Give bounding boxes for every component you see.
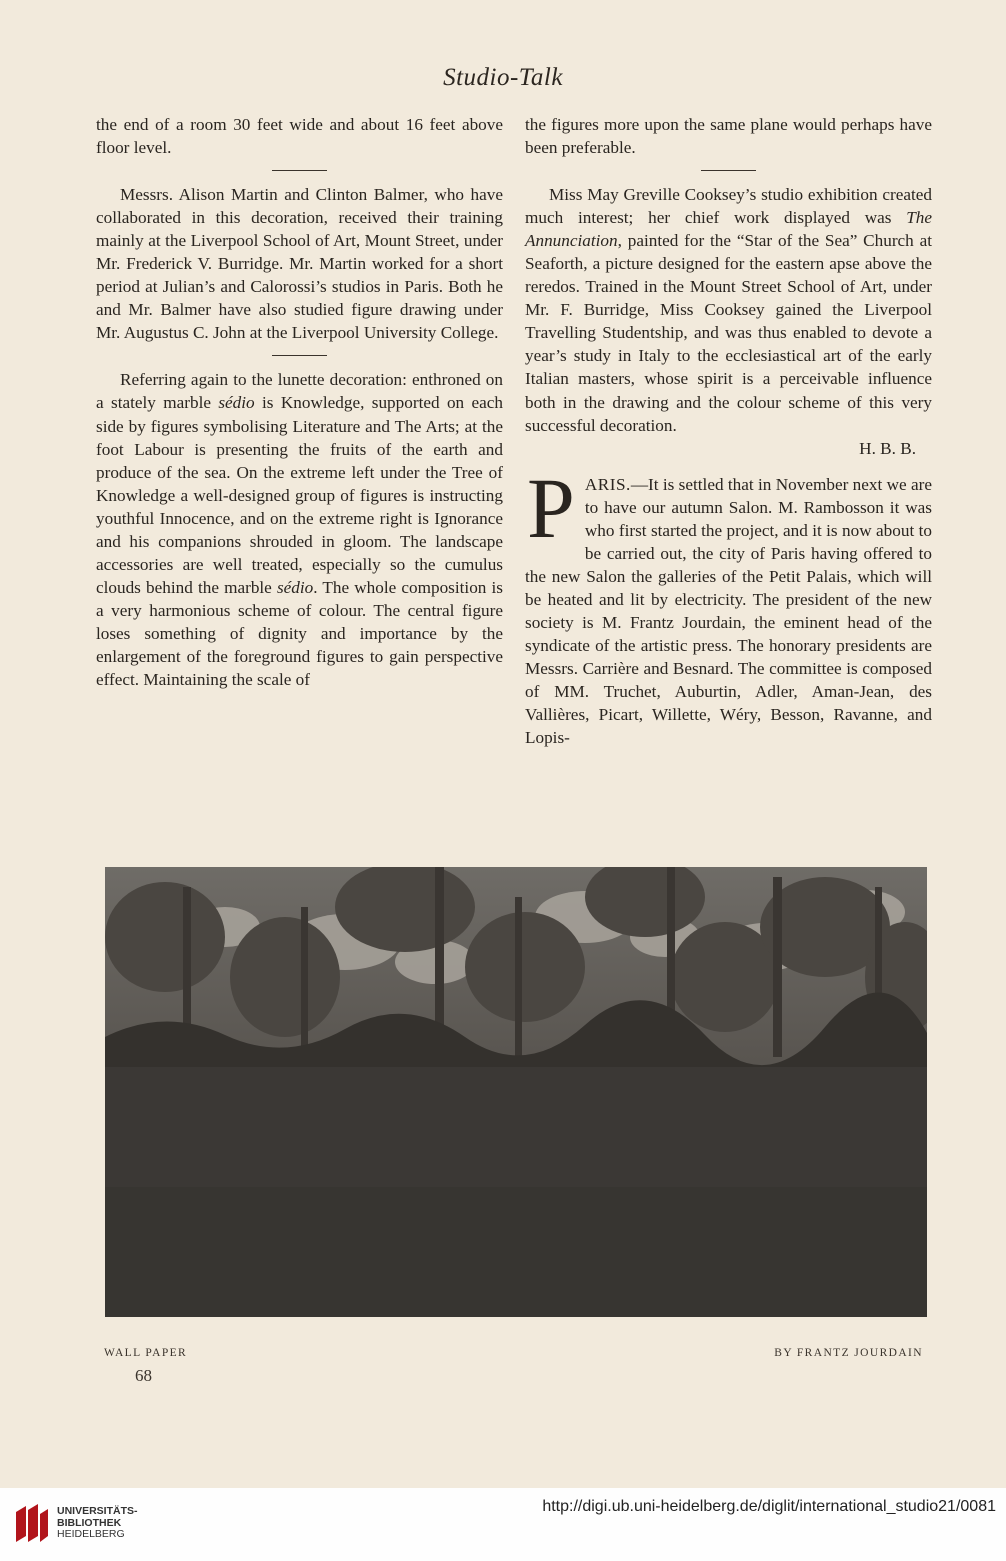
plate-caption-title: WALL PAPER bbox=[104, 1347, 188, 1359]
left-paragraph-1: the end of a room 30 feet wide and about 16 feet above floor level. bbox=[96, 115, 503, 158]
drop-cap: P bbox=[527, 459, 575, 556]
sedio-term: sédio bbox=[218, 393, 255, 413]
plate-caption-artist: BY FRANTZ JOURDAIN bbox=[774, 1347, 923, 1359]
forest-wallpaper-illustration bbox=[105, 867, 927, 1317]
section-rule bbox=[272, 355, 327, 356]
wallpaper-plate-image bbox=[105, 867, 927, 1317]
section-rule bbox=[272, 170, 327, 171]
digital-library-footer bbox=[0, 1488, 1006, 1561]
artwork-title: The Annunciation bbox=[525, 208, 932, 251]
library-logo-icon[interactable] bbox=[12, 1502, 50, 1546]
left-paragraph-2: Messrs. Alison Martin and Clinton Balmer, who have collaborated in this decoration, received their training mainly at the Liverpool School of Art, Mount Street, under Mr. Frederick V. Burridge. Mr. Martin worked for a short period at Julian’s and Calorossi’s studios in Paris. Both he and Mr. Balmer have also studied figure drawing under Mr. Augustus C. John at the Liverpool University College. bbox=[96, 185, 503, 343]
right-paragraph-1: the figures more upon the same plane would perhaps have been preferable. bbox=[525, 115, 932, 158]
right-column bbox=[525, 113, 932, 749]
left-paragraph-3: Referring again to the lunette decoration: enthroned on a stately marble sédio is Knowledge, supported on each side by figures symbolising Literature and The Arts; at the foot Labour is presenting the fruits of the earth and produce of the sea. On the extreme left under the Tree of Knowledge a well-designed group of figures is instructing youthful Innocence, and on the extreme right is Ignorance and his companions shrouded in gloom. The landscape accessories are well treated, especially so the cumulus clouds behind the marble sédio. The whole composition is a very harmonious scheme of colour. The central figure loses something of dignity and importance by the enlargement of the foreground figures to gain perspective effect. Maintaining the scale of bbox=[96, 370, 503, 690]
sedio-term: sédio bbox=[276, 577, 314, 597]
page-number: 68 bbox=[135, 1366, 152, 1385]
lead-word: ARIS. bbox=[584, 474, 631, 494]
right-paragraph-2: Miss May Greville Cooksey’s studio exhibition created much interest; her chief work displayed was The Annunciation, painted for the “Star of the Sea” Church at Seaforth, a picture designed for the eastern apse above the reredos. Trained in the Mount Street School of Art, under Mr. F. Burridge, Miss Cooksey gained the Liverpool Travelling Studentship, and was thus enabled to devote a year’s study in Italy to the ecclesiastical art of the early Italian masters, whose spirit is a perceivable influence both in the drawing and the colour scheme of this very successful decoration. bbox=[525, 185, 932, 435]
author-signature: H. B. B. bbox=[859, 438, 916, 458]
source-url-link[interactable]: http://digi.ub.uni-heidelberg.de/diglit/international_studio21/0081 bbox=[542, 1498, 996, 1515]
left-column bbox=[96, 113, 503, 691]
running-head: Studio-Talk bbox=[443, 64, 563, 91]
library-name: UNIVERSITÄTS- BIBLIOTHEK HEIDELBERG bbox=[57, 1505, 138, 1540]
right-paragraph-3: PARIS.—It is settled that in November next we are to have our autumn Salon. M. Rambosson it was who first started the project, and it is now about to be carried out, the city of Paris having offered to the new Salon the galleries of the Petit Palais, which will be heated and lit by electricity. The president of the new society is M. Frantz Jourdain, the eminent head of the syndicate of the artistic press. The honorary presidents are Messrs. Carrière and Besnard. The committee is composed of MM. Truchet, Auburtin, Adler, Aman-Jean, des Vallières, Picart, Willette, Wéry, Besson, Ravanne, and Lopis- bbox=[525, 459, 932, 748]
section-rule bbox=[701, 170, 756, 171]
